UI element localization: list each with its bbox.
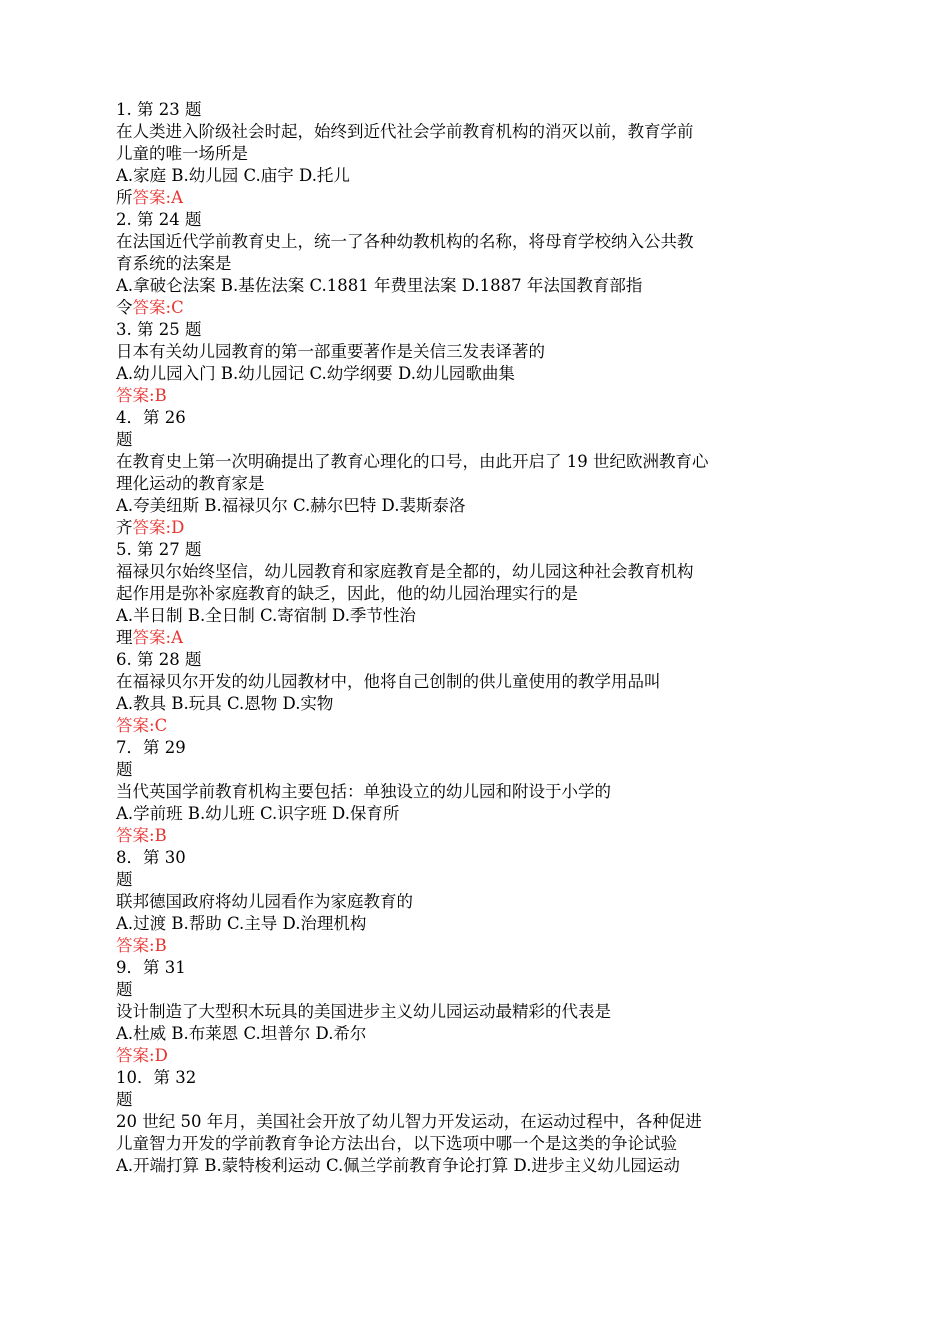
question-block	[116, 957, 796, 1067]
question-stem: 理化运动的教育家是	[116, 474, 265, 493]
answer-value: B	[154, 936, 167, 955]
answer-label: 答案:	[132, 628, 172, 647]
question-heading: 6. 第 28 题	[116, 650, 202, 669]
document-page	[116, 99, 796, 1177]
question-block	[116, 847, 796, 957]
question-options: A.拿破仑法案 B.基佐法案 C.1881 年费里法案 D.1887 年法国教育部指	[116, 276, 643, 295]
answer-line	[116, 297, 796, 319]
question-stem: 在法国近代学前教育史上，统一了各种幼教机构的名称，将母育学校纳入公共教	[116, 232, 694, 251]
answer-line	[116, 825, 796, 847]
question-block	[116, 649, 796, 737]
question-options: A.杜威 B.布莱恩 C.坦普尔 D.希尔	[116, 1024, 367, 1043]
answer-line	[116, 627, 796, 649]
question-stem: 福禄贝尔始终坚信，幼儿园教育和家庭教育是全都的，幼儿园这种社会教育机构	[116, 562, 694, 581]
question-stem: 在教育史上第一次明确提出了教育心理化的口号，由此开启了 19 世纪欧洲教育心	[116, 452, 709, 471]
answer-label: 答案:	[116, 1046, 155, 1065]
answer-value: B	[154, 386, 167, 405]
question-stem: 20 世纪 50 年月，美国社会开放了幼儿智力开发运动，在运动过程中，各种促进	[116, 1112, 702, 1131]
question-options: A.夸美纽斯 B.福禄贝尔 C.赫尔巴特 D.裴斯泰洛	[116, 496, 466, 515]
question-options: A.幼儿园入门 B.幼儿园记 C.幼学纲要 D.幼儿园歌曲集	[116, 364, 515, 383]
question-heading: 3. 第 25 题	[116, 320, 202, 339]
question-stem: 联邦德国政府将幼儿园看作为家庭教育的	[116, 892, 413, 911]
question-heading: 5. 第 27 题	[116, 540, 202, 559]
question-heading: 题	[116, 980, 133, 999]
question-heading: 10．第 32	[116, 1068, 197, 1087]
answer-value: D	[154, 1046, 168, 1065]
question-heading: 题	[116, 870, 133, 889]
answer-value: D	[171, 518, 185, 537]
answer-label: 答案:	[116, 936, 155, 955]
answer-value: A	[171, 628, 183, 647]
question-heading: 7．第 29	[116, 738, 186, 757]
question-heading: 1. 第 23 题	[116, 100, 202, 119]
options-tail: 理	[116, 628, 133, 647]
question-heading: 题	[116, 1090, 133, 1109]
question-options: A.过渡 B.帮助 C.主导 D.治理机构	[116, 914, 367, 933]
question-block	[116, 319, 796, 407]
question-options: A.教具 B.玩具 C.恩物 D.实物	[116, 694, 334, 713]
answer-label: 答案:	[116, 386, 155, 405]
question-stem: 儿童智力开发的学前教育争论方法出台，以下选项中哪一个是这类的争论试验	[116, 1134, 677, 1153]
answer-label: 答案:	[116, 716, 155, 735]
question-block	[116, 99, 796, 209]
answer-label: 答案:	[132, 518, 172, 537]
question-stem: 儿童的唯一场所是	[116, 144, 248, 163]
question-options: A.半日制 B.全日制 C.寄宿制 D.季节性治	[116, 606, 416, 625]
question-stem: 设计制造了大型积木玩具的美国进步主义幼儿园运动最精彩的代表是	[116, 1002, 611, 1021]
answer-line	[116, 1045, 796, 1067]
options-tail: 齐	[116, 518, 133, 537]
answer-label: 答案:	[132, 298, 172, 317]
answer-line	[116, 517, 796, 539]
answer-value: A	[171, 188, 183, 207]
options-tail: 所	[116, 188, 133, 207]
question-heading: 题	[116, 430, 133, 449]
question-stem: 日本有关幼儿园教育的第一部重要著作是关信三发表译著的	[116, 342, 545, 361]
question-stem: 当代英国学前教育机构主要包括：单独设立的幼儿园和附设于小学的	[116, 782, 611, 801]
answer-line	[116, 187, 796, 209]
question-block	[116, 1067, 796, 1177]
question-stem: 起作用是弥补家庭教育的缺乏，因此，他的幼儿园治理实行的是	[116, 584, 578, 603]
question-block	[116, 209, 796, 319]
answer-value: C	[154, 716, 168, 735]
answer-value: C	[171, 298, 184, 317]
question-stem: 育系统的法案是	[116, 254, 232, 273]
question-options: A.家庭 B.幼儿园 C.庙宇 D.托儿	[116, 166, 350, 185]
question-stem: 在人类进入阶级社会时起，始终到近代社会学前教育机构的消灭以前，教育学前	[116, 122, 694, 141]
answer-line	[116, 385, 796, 407]
question-heading: 题	[116, 760, 133, 779]
question-stem: 在福禄贝尔开发的幼儿园教材中，他将自己创制的供儿童使用的教学用品叫	[116, 672, 661, 691]
question-options: A.学前班 B.幼儿班 C.识字班 D.保育所	[116, 804, 400, 823]
question-options: A.开端打算 B.蒙特梭利运动 C.佩兰学前教育争论打算 D.进步主义幼儿园运动	[116, 1156, 680, 1175]
question-block	[116, 737, 796, 847]
options-tail: 令	[116, 298, 133, 317]
answer-label: 答案:	[132, 188, 172, 207]
answer-line	[116, 715, 796, 737]
answer-line	[116, 935, 796, 957]
answer-label: 答案:	[116, 826, 155, 845]
question-heading: 8．第 30	[116, 848, 186, 867]
question-block	[116, 407, 796, 539]
question-block	[116, 539, 796, 649]
question-heading: 2. 第 24 题	[116, 210, 202, 229]
question-heading: 9．第 31	[116, 958, 186, 977]
question-heading: 4．第 26	[116, 408, 186, 427]
answer-value: B	[154, 826, 167, 845]
